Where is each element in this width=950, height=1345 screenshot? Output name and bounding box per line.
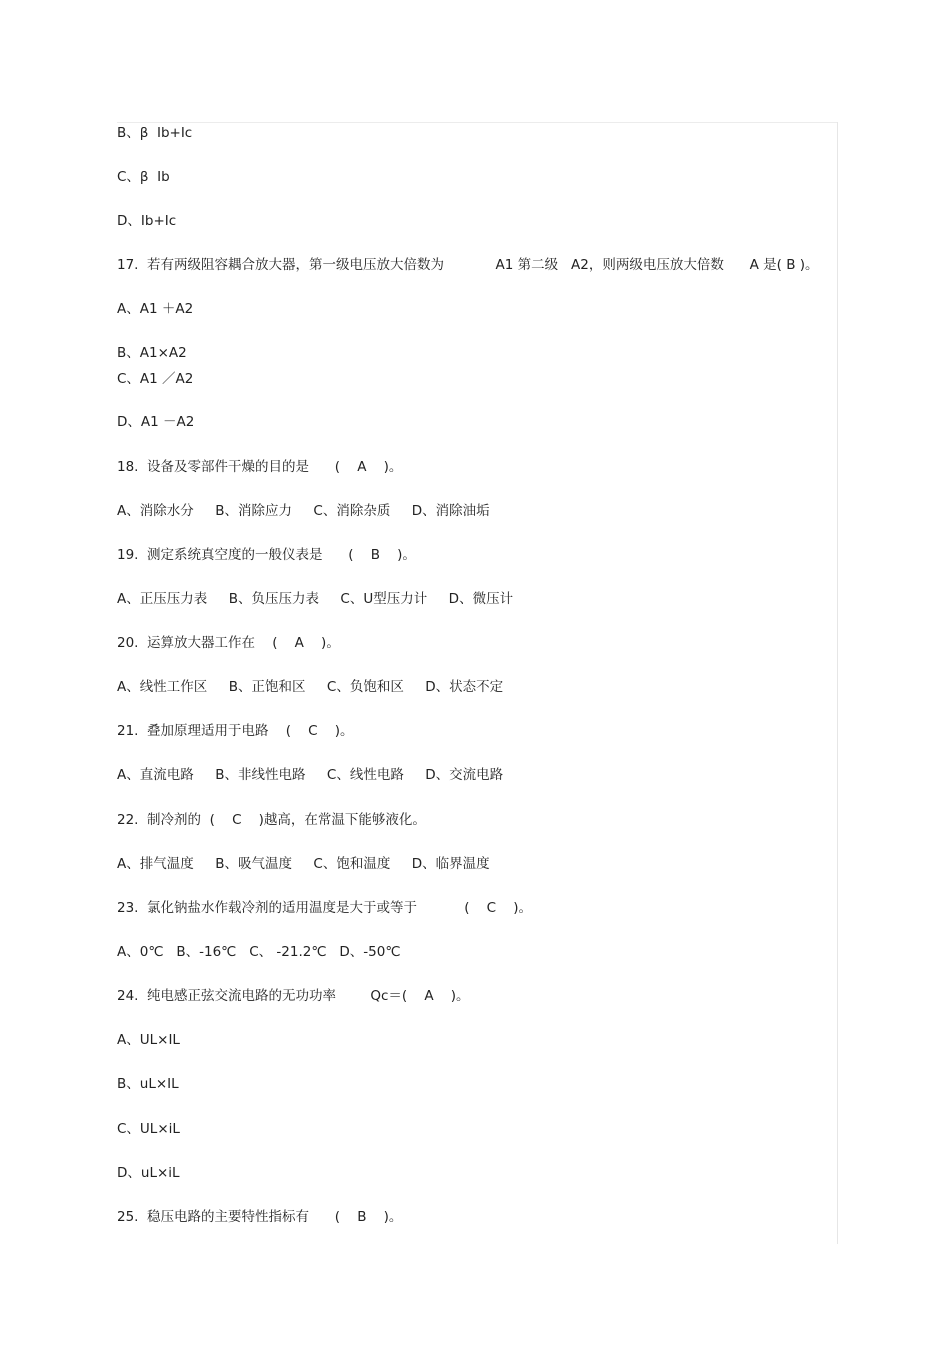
question-line: 19. 测定系统真空度的一般仪表是 ( B )。 bbox=[117, 547, 416, 563]
question-line: 20. 运算放大器工作在 ( A )。 bbox=[117, 635, 340, 651]
option-line: D、A1 －A2 bbox=[117, 414, 195, 430]
question-line: 17. 若有两级阻容耦合放大器，第一级电压放大倍数为 A1 第二级 A2，则两级电压放大倍数 A 是( B )。 bbox=[117, 257, 819, 273]
option-line: A、A1 ＋A2 bbox=[117, 301, 194, 317]
option-line: C、UL×iL bbox=[117, 1121, 180, 1137]
question-line: 25. 稳压电路的主要特性指标有 ( B )。 bbox=[117, 1209, 403, 1225]
question-line: 18. 设备及零部件干燥的目的是 ( A )。 bbox=[117, 459, 403, 475]
option-line: A、消除水分 B、消除应力 C、消除杂质 D、消除油垢 bbox=[117, 503, 490, 519]
question-line: 22. 制冷剂的 ( C )越高，在常温下能够液化。 bbox=[117, 812, 426, 828]
question-line: 23. 氯化钠盐水作载冷剂的适用温度是大于或等于 ( C )。 bbox=[117, 900, 533, 916]
option-line: B、uL×IL bbox=[117, 1076, 179, 1092]
question-line: 24. 纯电感正弦交流电路的无功功率 Qc＝( A )。 bbox=[117, 988, 470, 1004]
option-line: D、Ib+Ic bbox=[117, 213, 177, 229]
option-line: A、排气温度 B、吸气温度 C、饱和温度 D、临界温度 bbox=[117, 856, 490, 872]
question-line: 21. 叠加原理适用于电路 ( C )。 bbox=[117, 723, 354, 739]
option-line: A、0℃ B、-16℃ C、 -21.2℃ D、-50℃ bbox=[117, 944, 401, 960]
option-line: A、UL×IL bbox=[117, 1032, 180, 1048]
page-border-top bbox=[117, 122, 838, 123]
page-border-right bbox=[837, 122, 838, 1244]
option-line: B、A1×A2 bbox=[117, 345, 187, 361]
option-line: C、A1 ／A2 bbox=[117, 371, 194, 387]
option-line: A、直流电路 B、非线性电路 C、线性电路 D、交流电路 bbox=[117, 767, 504, 783]
option-line: D、uL×iL bbox=[117, 1165, 180, 1181]
option-line: A、线性工作区 B、正饱和区 C、负饱和区 D、状态不定 bbox=[117, 679, 504, 695]
option-line: A、正压压力表 B、负压压力表 C、U型压力计 D、微压计 bbox=[117, 591, 514, 607]
option-line: B、β Ib+Ic bbox=[117, 125, 193, 141]
option-line: C、β Ib bbox=[117, 169, 170, 185]
